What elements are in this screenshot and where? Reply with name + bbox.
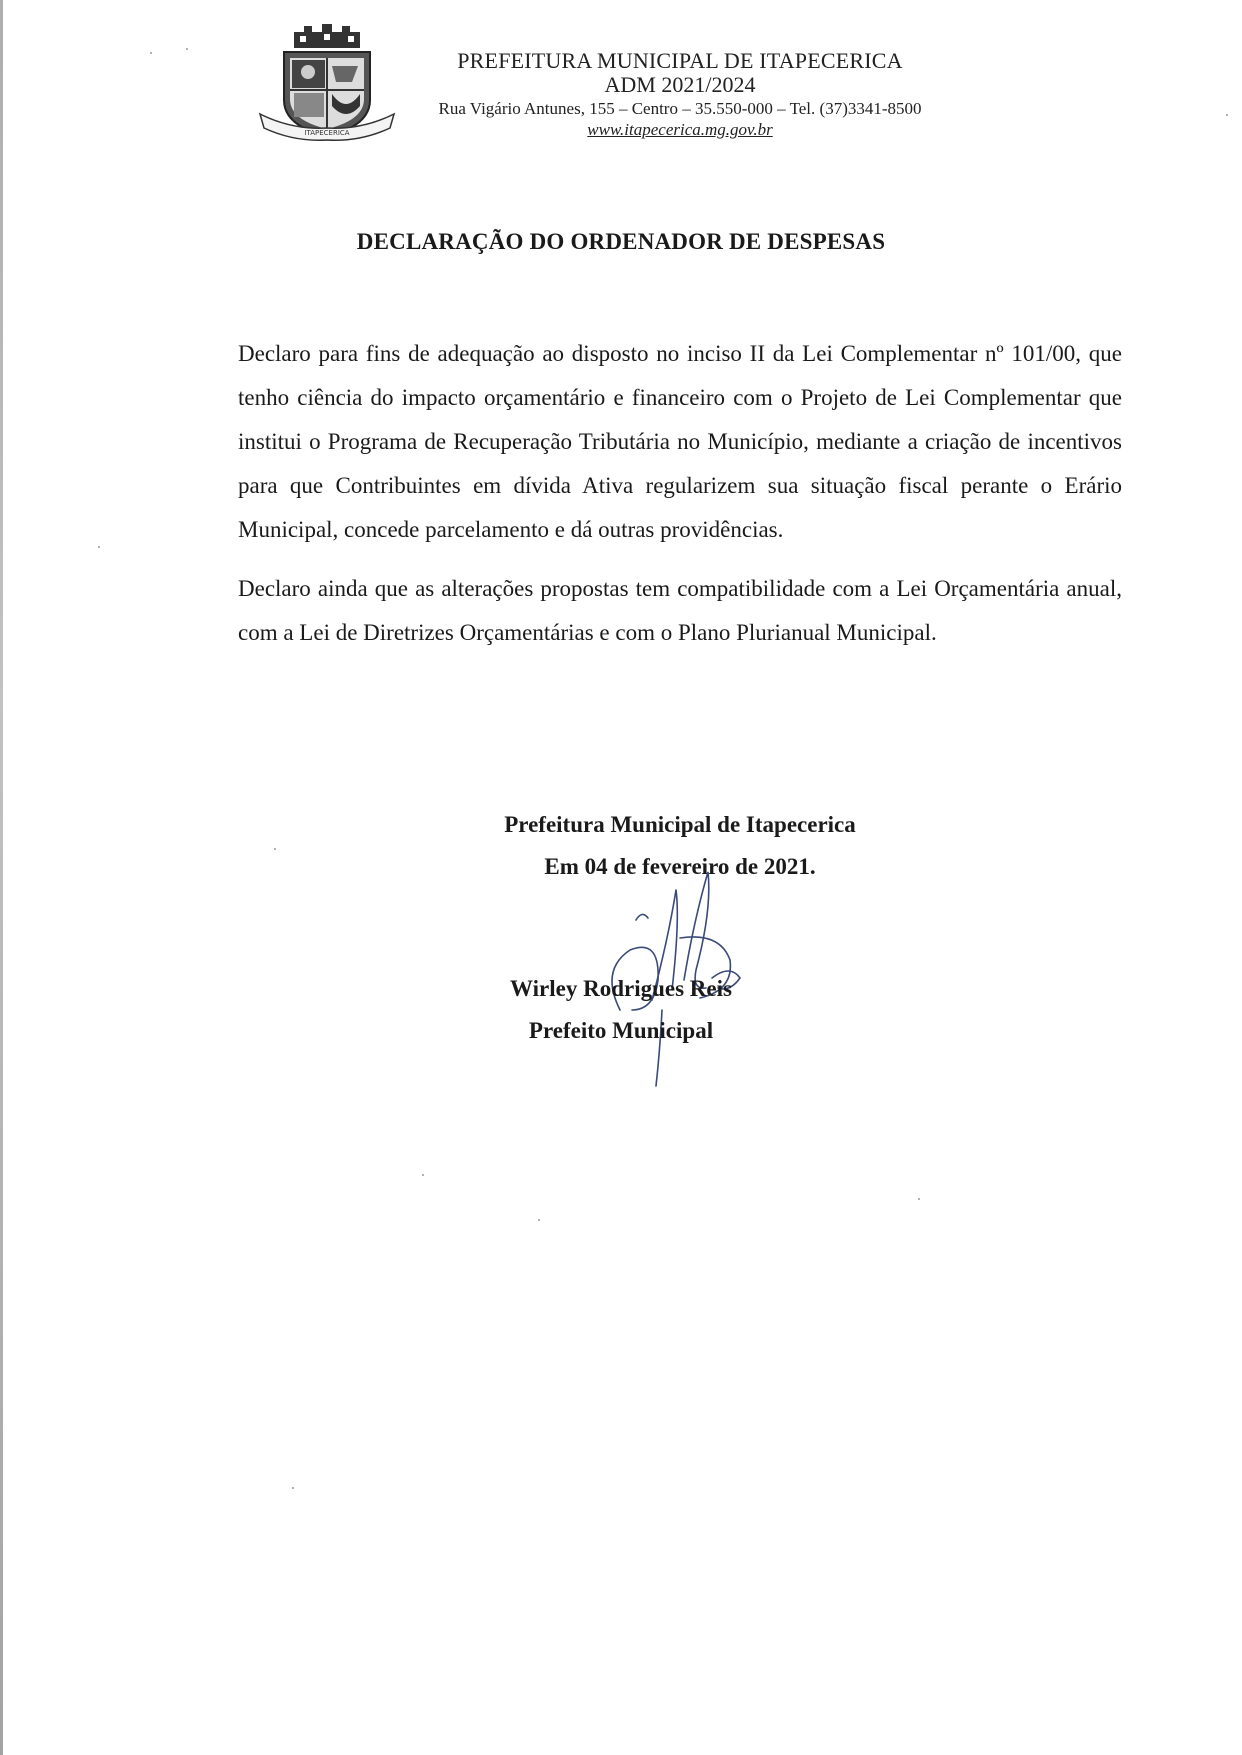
scan-speck [186, 48, 188, 50]
scan-speck [918, 1198, 920, 1200]
scan-speck [292, 1487, 294, 1489]
signature-block [0, 968, 1242, 1052]
scan-speck [1226, 114, 1228, 116]
scan-speck [538, 1219, 540, 1221]
signer-name: Wirley Rodrigues Reis [510, 976, 732, 1001]
website-link[interactable]: www.itapecerica.mg.gov.br [587, 120, 773, 139]
closing-date: Em 04 de fevereiro de 2021. [544, 854, 816, 879]
declaration-paragraph: Declaro ainda que as alterações propostas tem compatibilidade com a Lei Orçamentária anual, com a Lei de Diretrizes Orçamentárias e com o Plano Plurianual Municipal. [238, 576, 1122, 645]
scan-speck [150, 52, 152, 54]
declaration-body [238, 332, 1122, 655]
svg-text:ITAPECERICA: ITAPECERICA [304, 129, 350, 137]
document-title: DECLARAÇÃO DO ORDENADOR DE DESPESAS [356, 229, 886, 254]
organization-name: PREFEITURA MUNICIPAL DE ITAPECERICA [457, 48, 903, 73]
scan-edge [0, 0, 3, 1755]
letterhead-text [400, 48, 960, 140]
administration-period: ADM 2021/2024 [604, 72, 756, 97]
closing-place: Prefeitura Municipal de Itapecerica [504, 812, 856, 837]
scan-speck [422, 1174, 424, 1176]
letterhead [0, 0, 1242, 160]
signer-role: Prefeito Municipal [528, 1018, 714, 1043]
municipal-coat-of-arms-icon [252, 18, 402, 144]
scan-speck [98, 546, 100, 548]
scan-speck [274, 848, 276, 850]
declaration-paragraph: Declaro para fins de adequação ao disposto no inciso II da Lei Complementar nº 101/00, que tenho ciência do impacto orçamentário e financeiro com o Projeto de Lei Complementar que institui o Programa de Recuperação Tributária no Município, mediante a criação de incentivos para que Contribuintes em dívida Ativa regularizem sua situação fiscal perante o Erário Municipal, concede parcelamento e dá outras providências. [238, 341, 1122, 542]
address-line: Rua Vigário Antunes, 155 – Centro – 35.550-000 – Tel. (37)3341-8500 [438, 99, 922, 118]
